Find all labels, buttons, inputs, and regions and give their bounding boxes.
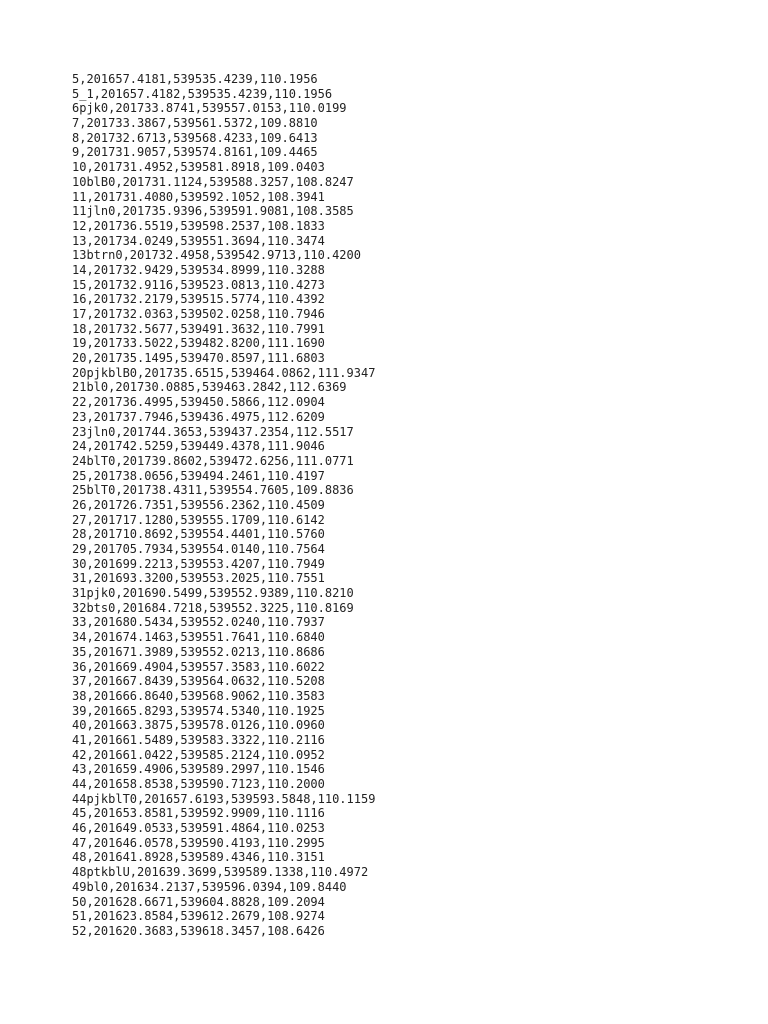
coordinate-row: 49bl0,201634.2137,539596.0394,109.8440	[72, 879, 347, 894]
coordinate-row: 45,201653.8581,539592.9909,110.1116	[72, 806, 325, 821]
coordinate-row: 8,201732.6713,539568.4233,109.6413	[72, 130, 318, 145]
coordinate-row: 51,201623.8584,539612.2679,108.9274	[72, 909, 325, 924]
coordinate-row: 11,201731.4080,539592.1052,108.3941	[72, 189, 325, 204]
coordinate-row: 34,201674.1463,539551.7641,110.6840	[72, 630, 325, 645]
coordinate-row: 38,201666.8640,539568.9062,110.3583	[72, 688, 325, 703]
coordinate-row: 50,201628.6671,539604.8828,109.2094	[72, 894, 325, 909]
coordinate-row: 52,201620.3683,539618.3457,108.6426	[72, 923, 325, 938]
coordinate-row: 15,201732.9116,539523.0813,110.4273	[72, 277, 325, 292]
coordinate-row: 17,201732.0363,539502.0258,110.7946	[72, 307, 325, 321]
coordinate-row: 35,201671.3989,539552.0213,110.8686	[72, 644, 325, 659]
coordinate-row: 41,201661.5489,539583.3322,110.2116	[72, 732, 325, 747]
coordinate-row: 39,201665.8293,539574.5340,110.1925	[72, 703, 325, 718]
coordinate-row: 12,201736.5519,539598.2537,108.1833	[72, 218, 325, 233]
coordinate-row: 20pjkblB0,201735.6515,539464.0862,111.9347	[72, 365, 376, 380]
coordinate-row: 30,201699.2213,539553.4207,110.7949	[72, 556, 325, 571]
coordinate-row: 13,201734.0249,539551.3694,110.3474	[72, 233, 325, 248]
coordinate-row: 5,201657.4181,539535.4239,110.1956	[72, 72, 318, 86]
coordinate-row: 37,201667.8439,539564.0632,110.5208	[72, 674, 325, 689]
coordinate-row: 9,201731.9057,539574.8161,109.4465	[72, 145, 318, 160]
coordinate-row: 24blT0,201739.8602,539472.6256,111.0771	[72, 453, 354, 468]
coordinate-row: 10,201731.4952,539581.8918,109.0403	[72, 160, 325, 175]
coordinate-list	[72, 72, 375, 939]
coordinate-row: 20,201735.1495,539470.8597,111.6803	[72, 351, 325, 366]
coordinate-row: 44,201658.8538,539590.7123,110.2000	[72, 777, 325, 791]
coordinate-row: 13btrn0,201732.4958,539542.9713,110.4200	[72, 248, 361, 263]
coordinate-row: 44pjkblT0,201657.6193,539593.5848,110.1159	[72, 791, 376, 806]
coordinate-row: 27,201717.1280,539555.1709,110.6142	[72, 512, 325, 527]
coordinate-row: 33,201680.5434,539552.0240,110.7937	[72, 615, 325, 630]
coordinate-row: 23,201737.7946,539436.4975,112.6209	[72, 409, 325, 424]
coordinate-row: 22,201736.4995,539450.5866,112.0904	[72, 395, 325, 410]
coordinate-row: 48,201641.8928,539589.4346,110.3151	[72, 850, 325, 865]
coordinate-row: 28,201710.8692,539554.4401,110.5760	[72, 527, 325, 542]
coordinate-row: 40,201663.3875,539578.0126,110.0960	[72, 718, 325, 733]
coordinate-row: 32bts0,201684.7218,539552.3225,110.8169	[72, 600, 354, 615]
coordinate-row: 7,201733.3867,539561.5372,109.8810	[72, 116, 318, 131]
coordinate-row: 36,201669.4904,539557.3583,110.6022	[72, 659, 325, 674]
coordinate-row: 5_1,201657.4182,539535.4239,110.1956	[72, 86, 333, 101]
coordinate-row: 47,201646.0578,539590.4193,110.2995	[72, 835, 325, 850]
coordinate-row: 25,201738.0656,539494.2461,110.4197	[72, 468, 325, 483]
coordinate-row: 16,201732.2179,539515.5774,110.4392	[72, 292, 325, 307]
coordinate-row: 6pjk0,201733.8741,539557.0153,110.0199	[72, 101, 347, 116]
coordinate-row: 10blB0,201731.1124,539588.3257,108.8247	[72, 174, 354, 189]
coordinate-row: 14,201732.9429,539534.8999,110.3288	[72, 262, 325, 277]
coordinate-row: 26,201726.7351,539556.2362,110.4509	[72, 497, 325, 512]
coordinate-row: 46,201649.0533,539591.4864,110.0253	[72, 821, 325, 836]
coordinate-row: 23jln0,201744.3653,539437.2354,112.5517	[72, 424, 354, 439]
coordinate-row: 21bl0,201730.0885,539463.2842,112.6369	[72, 380, 347, 395]
coordinate-row: 24,201742.5259,539449.4378,111.9046	[72, 439, 325, 454]
coordinate-row: 48ptkblU,201639.3699,539589.1338,110.4972	[72, 865, 369, 880]
coordinate-row: 31pjk0,201690.5499,539552.9389,110.8210	[72, 586, 354, 601]
coordinate-row: 19,201733.5022,539482.8200,111.1690	[72, 336, 325, 351]
coordinate-row: 18,201732.5677,539491.3632,110.7991	[72, 321, 325, 336]
coordinate-row: 29,201705.7934,539554.0140,110.7564	[72, 542, 325, 556]
coordinate-row: 42,201661.0422,539585.2124,110.0952	[72, 747, 325, 762]
coordinate-row: 43,201659.4906,539589.2997,110.1546	[72, 762, 325, 777]
coordinate-row: 31,201693.3200,539553.2025,110.7551	[72, 571, 325, 586]
coordinate-row: 11jln0,201735.9396,539591.9081,108.3585	[72, 204, 354, 219]
coordinate-row: 25blT0,201738.4311,539554.7605,109.8836	[72, 483, 354, 498]
